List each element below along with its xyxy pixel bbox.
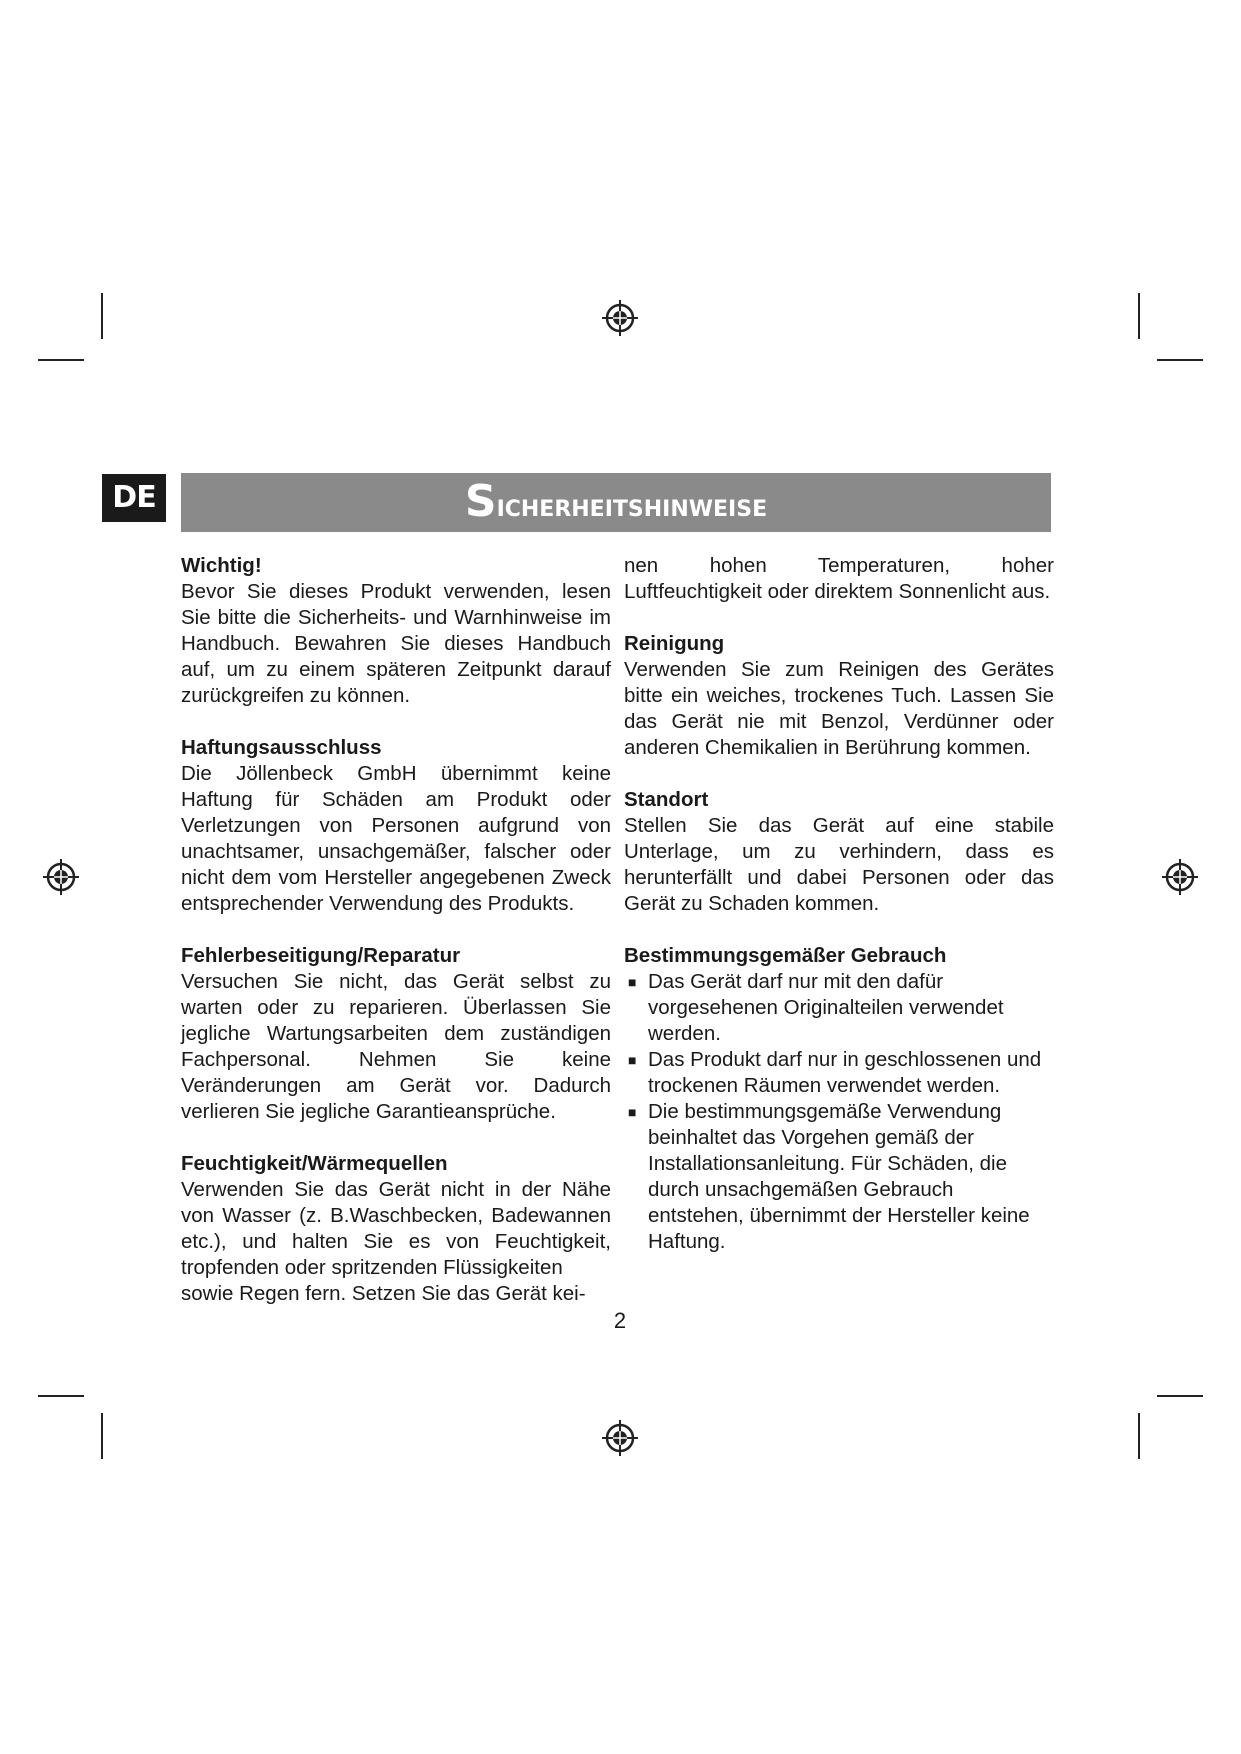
crop-mark-bottom-left-horizontal (38, 1395, 84, 1397)
list-item (624, 1047, 1054, 1099)
section-heading: Feuchtigkeit/Wärmequellen (181, 1152, 448, 1175)
section-heading: Fehlerbeseitigung/Reparatur (181, 944, 461, 967)
registration-mark-icon (1160, 857, 1200, 897)
section-wichtig (181, 553, 611, 709)
page-title-rest: icherheitshinweise (496, 488, 768, 524)
section-text: Bevor Sie dieses Produkt verwenden, lesen Sie bitte die Sicherheits- und Warnhinweise im Handbuch. Bewahren Sie dieses Handbuch auf, um zu einem späteren Zeitpunkt darauf zurückgreifen zu können. (181, 580, 611, 707)
list-item-text: Die bestimmungsgemäße Verwendung beinhaltet das Vorgehen gemäß der Installationsanleitung. Für Schäden, die durch unsachgemäßen Gebrauch entstehen, übernimmt der Hersteller keine Haftung. (648, 1100, 1030, 1253)
right-column (624, 553, 1054, 1255)
left-column (181, 553, 611, 1307)
section-heading: Bestimmungsgemäßer Gebrauch (624, 944, 947, 967)
section-fehlerbeseitigung (181, 943, 611, 1125)
section-standort (624, 787, 1054, 917)
section-text-tail: sowie Regen fern. Setzen Sie das Gerät kei- (181, 1282, 586, 1305)
page-number: 2 (613, 1308, 627, 1333)
crop-mark-top-right-horizontal (1157, 359, 1203, 361)
section-heading: Haftungsausschluss (181, 736, 382, 759)
section-heading: Wichtig! (181, 554, 262, 577)
crop-mark-top-left-horizontal (38, 359, 84, 361)
title-bar (181, 473, 1051, 532)
section-text: Verwenden Sie zum Reinigen des Gerätes bitte ein weiches, trockenes Tuch. Lassen Sie das Gerät nie mit Benzol, Verdünner oder anderen Chemikalien in Berührung kommen. (624, 658, 1054, 759)
section-reinigung (624, 631, 1054, 761)
crop-mark-bottom-right-horizontal (1157, 1395, 1203, 1397)
section-text-feuchtigkeit: Verwenden Sie das Gerät nicht in der Nähe von Wasser (z. B.Waschbecken, Badewannen etc.), und halten Sie es von Feuchtigkeit, tropfenden oder spritzenden Flüssigkeiten (181, 1178, 611, 1279)
section-text: Stellen Sie das Gerät auf eine stabile Unterlage, um zu verhindern, dass es herunterfällt und dabei Personen oder das Gerät zu Schaden kommen. (624, 814, 1054, 915)
crop-mark-bottom-right-vertical (1138, 1413, 1140, 1459)
bullet-icon: ■ (628, 974, 637, 990)
list-item (624, 969, 1054, 1047)
page-title-initial: S (464, 476, 497, 527)
bullet-list (624, 969, 1054, 1255)
language-tab: DE (102, 474, 166, 522)
section-heading: Standort (624, 788, 709, 811)
list-item-text: Das Produkt darf nur in geschlossenen und trockenen Räumen verwendet werden. (648, 1048, 1042, 1097)
section-haftungsausschluss (181, 735, 611, 917)
registration-mark-icon (600, 1418, 640, 1458)
section-text: Versuchen Sie nicht, das Gerät selbst zu warten oder zu reparieren. Überlassen Sie jegliche Wartungsarbeiten dem zuständigen Fachpersonal. Nehmen Sie keine Veränderungen am Gerät vor. Dadurch verlieren Sie jegliche Garantieansprüche. (181, 970, 611, 1123)
section-text: Die Jöllenbeck GmbH übernimmt keine Haftung für Schäden am Produkt oder Verletzungen von Personen aufgrund von unachtsamer, unsachgemäßer, falscher oder nicht dem vom Hersteller angegebenen Zweck entsprechender Verwendung des Produkts. (181, 762, 611, 915)
section-heading: Reinigung (624, 632, 725, 655)
bullet-icon: ■ (628, 1052, 637, 1068)
registration-mark-icon (41, 857, 81, 897)
section-bestimmungsgemaesser-gebrauch (624, 943, 1054, 1255)
list-item (624, 1099, 1054, 1255)
registration-mark-icon (600, 298, 640, 338)
list-item-text: Das Gerät darf nur mit den dafür vorgesehenen Originalteilen verwendet werden. (648, 970, 1004, 1045)
crop-mark-top-left-vertical (101, 293, 103, 339)
page-title (464, 476, 768, 528)
bullet-icon: ■ (628, 1104, 637, 1120)
crop-mark-top-right-vertical (1138, 293, 1140, 339)
section-feuchtigkeit (181, 1151, 611, 1307)
continued-text: nen hohen Temperaturen, hoher Luftfeuchtigkeit oder direktem Sonnenlicht aus. (624, 554, 1054, 603)
crop-mark-bottom-left-vertical (101, 1413, 103, 1459)
